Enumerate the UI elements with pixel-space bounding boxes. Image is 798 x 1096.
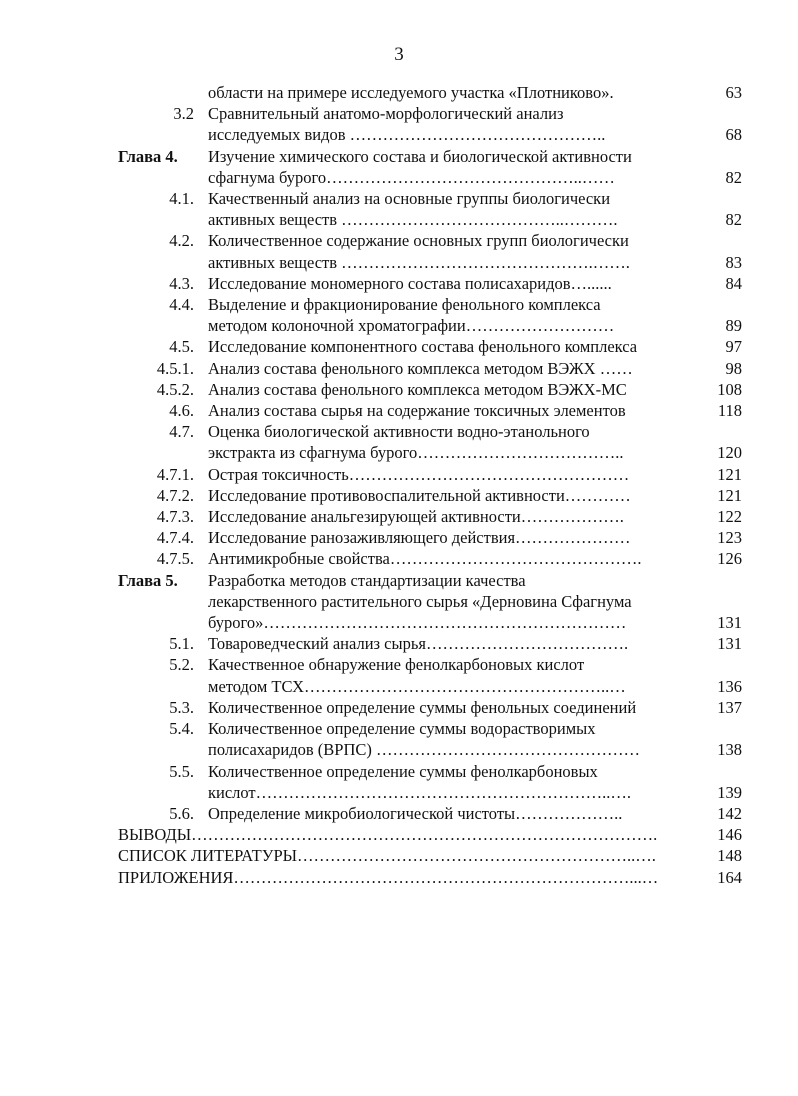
toc-entry-line: Сравнительный анатомо-морфологический анализ (208, 104, 564, 124)
toc-entry-number: 4.7.3. (156, 507, 194, 527)
toc-entry-number: 4.6. (169, 401, 194, 421)
toc-entry-title (208, 82, 698, 103)
toc-entry-page: 97 (725, 337, 742, 357)
toc-entry (0, 718, 798, 760)
toc-entry-number: 4.7.4. (156, 528, 194, 548)
table-of-contents (0, 82, 798, 888)
toc-entry-line: ПРИЛОЖЕНИЯ………………………………………………………………...… (118, 867, 659, 887)
toc-entry (0, 421, 798, 463)
toc-entry-title (208, 506, 698, 527)
toc-entry (0, 464, 798, 485)
toc-entry-line: Качественный анализ на основные группы биологически (208, 189, 611, 209)
toc-entry-line: бурого»………………………………………………………… (208, 613, 627, 633)
toc-entry-number: 3.2 (173, 104, 194, 124)
toc-entry-title (208, 230, 698, 272)
toc-entry-page: 63 (725, 83, 742, 102)
toc-entry-page: 122 (717, 507, 742, 527)
toc-entry (0, 230, 798, 272)
toc-entry-title (208, 146, 698, 188)
toc-entry-number: 4.7.2. (156, 485, 194, 505)
toc-entry-number: 4.5.1. (156, 358, 194, 378)
toc-entry-line: Анализ состава фенольного комплекса методом ВЭЖХ-МС (208, 379, 627, 399)
toc-entry-title (208, 336, 698, 357)
toc-entry-page: 121 (717, 464, 742, 484)
toc-entry-title (208, 103, 698, 145)
toc-entry-title (208, 421, 698, 463)
toc-entry (0, 570, 798, 634)
toc-entry-title (208, 527, 698, 548)
toc-entry-page: 139 (717, 782, 742, 802)
toc-entry-title (208, 633, 698, 654)
toc-entry (0, 803, 798, 824)
toc-entry-title (208, 803, 698, 824)
toc-entry-title (208, 654, 698, 696)
toc-entry-line: Количественное определение суммы водорастворимых (208, 719, 596, 739)
toc-entry (0, 485, 798, 506)
toc-entry-title (208, 761, 698, 803)
toc-entry-line: Количественное содержание основных групп биологически (208, 231, 629, 251)
toc-entry-line: Исследование анальгезирующей активности………………. (208, 507, 624, 527)
toc-entry-title (208, 273, 698, 294)
toc-entry-title (208, 358, 698, 379)
toc-entry (0, 867, 798, 888)
toc-entry-line: исследуемых видов ……………………………………….. (208, 125, 606, 145)
toc-entry-line: лекарственного растительного сырья «Дерновина Сфагнума (208, 591, 632, 611)
toc-entry-number: 5.4. (169, 719, 194, 739)
toc-entry (0, 506, 798, 527)
toc-entry-line: Оценка биологической активности водно-этанольного (208, 422, 590, 442)
toc-entry-line: Антимикробные свойства………………………………………. (208, 549, 642, 569)
toc-entry (0, 358, 798, 379)
toc-entry-number: 4.2. (169, 231, 194, 251)
toc-entry-line: Товароведческий анализ сырья………………………………. (208, 634, 629, 654)
toc-entry-number: 4.7.1. (156, 464, 194, 484)
toc-entry-line: Исследование мономерного состава полисахаридов…...... (208, 273, 612, 293)
toc-entry (0, 845, 798, 866)
toc-entry-number: 4.1. (169, 189, 194, 209)
toc-entry-page: 123 (717, 528, 742, 548)
toc-entry-line: методом ТСХ………………………………………………..… (208, 676, 626, 696)
toc-entry-line: экстракта из сфагнума бурого……………………………….. (208, 443, 624, 463)
toc-entry-line: Исследование ранозаживляющего действия………………… (208, 528, 631, 548)
toc-entry (0, 294, 798, 336)
toc-entry-page: 164 (717, 867, 742, 887)
toc-entry-page: 83 (725, 252, 742, 272)
toc-entry-line: Изучение химического состава и биологической активности (208, 146, 632, 166)
toc-entry-line: сфагнума бурого………………………………………..…… (208, 167, 615, 187)
toc-entry (0, 654, 798, 696)
toc-entry-title (208, 379, 698, 400)
toc-entry-line: методом колоночной хроматографии……………………… (208, 316, 615, 336)
toc-entry-number: 5.1. (169, 634, 194, 654)
page-number: 3 (394, 44, 404, 65)
toc-entry-title (208, 485, 698, 506)
toc-entry-title (208, 188, 698, 230)
toc-entry-line: Исследование компонентного состава фенольного комплекса (208, 337, 638, 357)
toc-entry-number: 4.7. (169, 422, 194, 442)
toc-entry-number: 5.2. (169, 655, 194, 675)
toc-entry-number: 4.4. (169, 295, 194, 315)
toc-entry-number: 5.6. (169, 803, 194, 823)
toc-entry-page: 118 (717, 401, 742, 421)
toc-entry-page: 126 (717, 549, 742, 569)
toc-entry-number: 4.5.2. (156, 379, 194, 399)
toc-entry-title (208, 718, 698, 760)
toc-entry-page: 142 (717, 803, 742, 823)
toc-entry-page: 98 (725, 358, 742, 378)
toc-entry-title (118, 867, 698, 888)
toc-entry-number: 4.3. (169, 273, 194, 293)
toc-entry-line: Выделение и фракционирование фенольного комплекса (208, 295, 601, 315)
toc-entry-page: 120 (717, 443, 742, 463)
toc-entry-title (208, 570, 698, 634)
toc-entry-page: 121 (717, 485, 742, 505)
toc-entry-line: СПИСОК ЛИТЕРАТУРЫ……………………………………………………..…. (118, 846, 656, 866)
toc-entry (0, 548, 798, 569)
toc-entry-title (118, 824, 698, 845)
toc-entry-title (118, 845, 698, 866)
toc-entry-line: Анализ состава сырья на содержание токсичных элементов (208, 401, 626, 421)
toc-entry-title (208, 697, 698, 718)
toc-entry-line: ВЫВОДЫ…………………………………………………………………………. (118, 825, 658, 845)
toc-entry-page: 148 (717, 846, 742, 866)
toc-entry-line: полисахаридов (ВРПС) ………………………………………… (208, 740, 640, 760)
toc-entry-page: 82 (725, 167, 742, 187)
toc-entry-line: активных веществ ……………………………………….……. (208, 252, 630, 272)
toc-entry (0, 824, 798, 845)
toc-entry-line: кислот………………………………………………………..…. (208, 782, 632, 802)
toc-entry-line: Качественное обнаружение фенолкарбоновых кислот (208, 655, 585, 675)
toc-entry-page: 138 (717, 740, 742, 760)
toc-entry-line: Анализ состава фенольного комплекса методом ВЭЖХ …… (208, 358, 633, 378)
toc-entry-page: 82 (725, 210, 742, 230)
toc-entry-page: 146 (717, 825, 742, 845)
toc-entry-page: 84 (725, 273, 742, 293)
toc-entry-line: Исследование противовоспалительной активности………… (208, 485, 631, 505)
toc-entry-line: активных веществ …………………………………..………. (208, 210, 618, 230)
toc-entry-page: 136 (717, 676, 742, 696)
toc-entry (0, 273, 798, 294)
toc-entry-number: Глава 4. (118, 146, 178, 166)
toc-entry-number: 4.5. (169, 337, 194, 357)
toc-entry-page: 108 (717, 379, 742, 399)
toc-entry-line: Определение микробиологической чистоты……………….. (208, 803, 623, 823)
toc-entry-page: 131 (717, 613, 742, 633)
toc-entry-page: 89 (725, 316, 742, 336)
toc-entry (0, 633, 798, 654)
toc-entry-title (208, 464, 698, 485)
toc-entry-title (208, 294, 698, 336)
toc-entry (0, 188, 798, 230)
toc-entry-page: 68 (725, 125, 742, 145)
toc-entry (0, 697, 798, 718)
toc-entry-page: 137 (717, 697, 742, 717)
toc-entry (0, 336, 798, 357)
toc-entry-number: 4.7.5. (156, 549, 194, 569)
toc-entry (0, 379, 798, 400)
toc-entry (0, 527, 798, 548)
toc-entry (0, 146, 798, 188)
toc-entry-title (208, 548, 698, 569)
toc-entry-page: 131 (717, 634, 742, 654)
toc-entry-line: Разработка методов стандартизации качества (208, 570, 526, 590)
toc-entry-line: Количественное определение суммы фенольных соединений (208, 697, 637, 717)
toc-entry (0, 103, 798, 145)
toc-entry (0, 82, 798, 103)
toc-entry-number: 5.5. (169, 761, 194, 781)
toc-entry-line: Острая токсичность…………………………………………… (208, 464, 630, 484)
toc-entry-line: области на примере исследуемого участка «Плотниково». (208, 83, 614, 102)
toc-entry-number: Глава 5. (118, 570, 178, 590)
toc-entry (0, 400, 798, 421)
toc-entry (0, 761, 798, 803)
toc-entry-number: 5.3. (169, 697, 194, 717)
toc-entry-title (208, 400, 698, 421)
toc-entry-line: Количественное определение суммы фенолкарбоновых (208, 761, 598, 781)
